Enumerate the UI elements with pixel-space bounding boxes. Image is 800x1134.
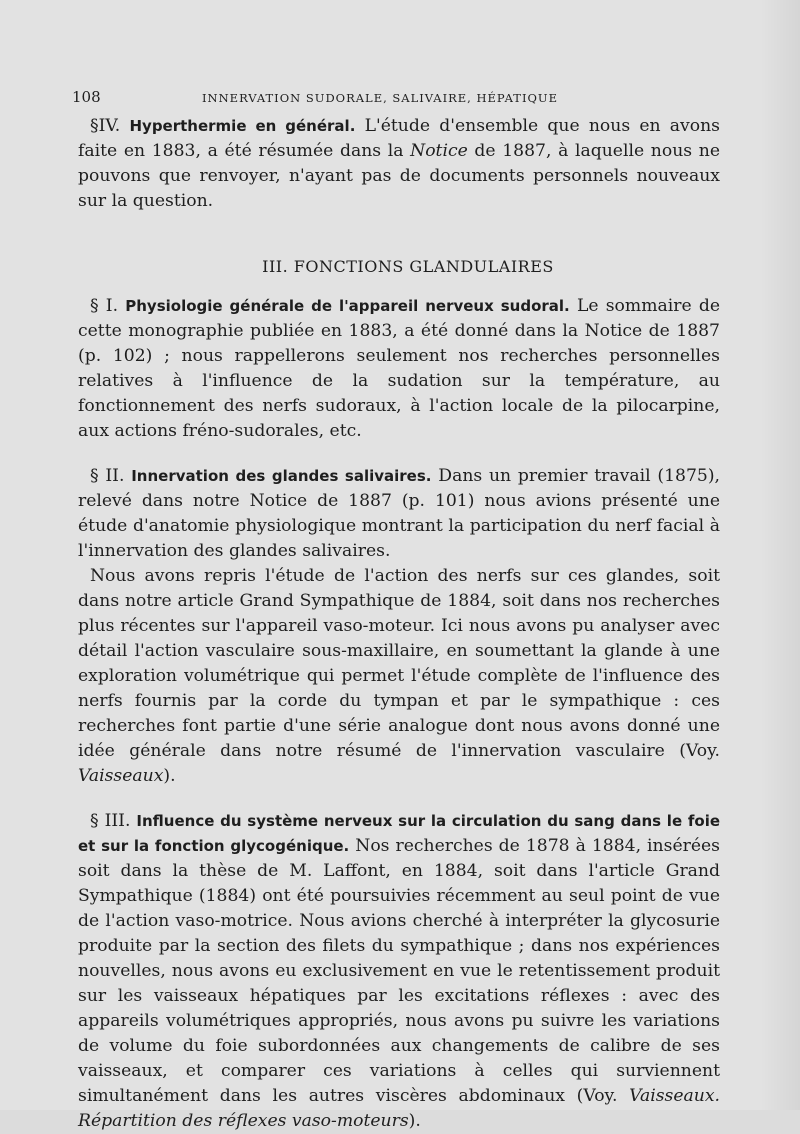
page-number: 108 [72,88,101,106]
paragraph-heading: Influence du système nerveux sur la circulation du sang dans le foie et sur la fonction glycogénique. [78,812,721,855]
paragraph-hyperthermie [78,114,720,214]
paragraph-sudoral [78,294,720,444]
section-marker: § I. [90,296,119,316]
section-marker: §IV. [90,116,121,136]
paragraph-text: Le sommaire de cette monographie publiée en 1883, a été donné dans la Notice de 1887 (p. 102) ; nous rappellerons seulement nos recherches personnelles relatives à l'influence de la sudation sur la température, au fonctionnement des nerfs sudoraux, à l'action locale de la pilocarpine, aux actions fréno-sudorales, etc. [78,296,720,441]
paragraph-text: de 1887, à laquelle nous ne pouvons que renvoyer, n'ayant pas de documents personnels nouveaux sur la question. [78,141,720,211]
paragraph-text: Nous avons repris l'étude de l'action des nerfs sur ces glandes, soit dans notre article Grand Sympathique de 1884, soit dans nos recherches plus récentes sur l'appareil vaso-moteur. Ici nous avons pu analyser avec détail l'action vasculaire sous-maxillaire, en soumettant la glande à une exploration volumétrique qui permet l'étude complète de l'influence des nerfs fournis par la corde du tympan et par le sympathique : ces recherches font partie d'une série analogue dont nous avons donné une idée générale dans notre résumé de l'innervation vasculaire (Voy. [78,566,720,761]
section-marker: § II. [90,466,125,486]
paragraph-text: ). [408,1111,421,1131]
italic-reference: Vaisseaux [78,766,164,786]
paragraph-text: ). [163,766,176,786]
page-header [72,88,720,114]
paragraph-heading: Physiologie générale de l'appareil nerveux sudoral. [125,297,570,315]
paragraph-text: Nos recherches de 1878 à 1884, insérées soit dans la thèse de M. Laffont, en 1884, soit dans l'article Grand Sympathique (1884) ont été poursuivies récemment au seul point de vue de l'action vaso-motrice. Nous avions cherché à interpréter la glycosurie produite par la section des filets du sympathique ; dans nos expériences nouvelles, nous avons eu exclusivement en vue le retentissement produit sur les vaisseaux hépatiques par les excitations réflexes : avec des appareils volumétriques appropriés, nous avons pu suivre les variations de volume du foie subordonnées aux changements de calibre de ses vaisseaux, et comparer ces variations à celles qui surviennent simultanément dans les autres viscères abdominaux (Voy. [78,836,720,1106]
italic-reference: Notice [410,141,468,161]
paragraph-salivaires [78,464,720,564]
paragraph-foie [78,809,720,1134]
paragraph-salivaires-continued [78,564,720,789]
section-marker: § III. [90,811,131,831]
paragraph-heading: Innervation des glandes salivaires. [131,467,432,485]
paragraph-heading: Hyperthermie en général. [129,117,356,135]
italic-reference: Vaisseaux. Répartition des réflexes vaso-moteurs [78,1086,720,1131]
paragraph-text: Dans un premier travail (1875), relevé dans notre Notice de 1887 (p. 101) nous avions présenté une étude d'anatomie physiologique montrant la participation du nerf facial à l'innervation des glandes salivaires. [78,466,720,561]
paragraph-text: L'étude d'ensemble que nous en avons faite en 1883, a été résumée dans la [78,116,720,161]
running-head: INNERVATION SUDORALE, SALIVAIRE, HÉPATIQUE [202,91,559,105]
section-title: III. FONCTIONS GLANDULAIRES [262,257,554,276]
